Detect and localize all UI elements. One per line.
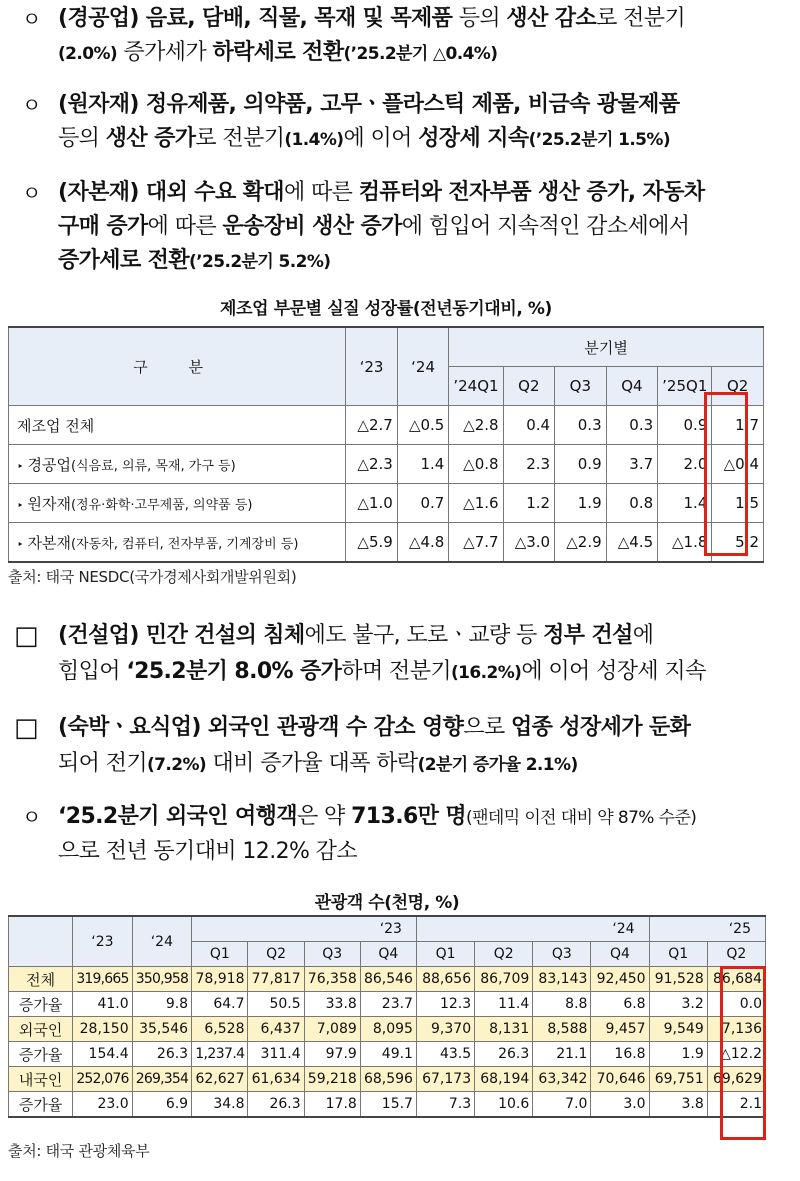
table-cell: 6,528	[192, 1017, 248, 1042]
row-label	[9, 484, 346, 523]
table-cell: △4.8	[397, 523, 449, 563]
text-segment: 에	[632, 623, 654, 648]
table-cell: 21.1	[533, 1042, 591, 1067]
table-row	[9, 484, 764, 523]
circle-bullet-icon: ㅇ	[22, 7, 41, 31]
table-cell: 5.2	[712, 523, 764, 563]
table-cell: △2.8	[449, 406, 503, 445]
table-row	[9, 445, 764, 484]
table2-source: 출처: 태국 관광체육부	[8, 1142, 150, 1160]
text-segment: 증가세가	[117, 40, 213, 65]
header-quarter: Q4	[591, 942, 649, 967]
text-segment: 은 약	[296, 804, 352, 829]
table-cell: 15.7	[360, 1092, 416, 1118]
table-cell: 97.9	[304, 1042, 360, 1067]
text-segment: (건설업) 민간 건설의 침체	[58, 623, 305, 648]
text-segment: 대비 증가율 대폭 하락	[206, 751, 418, 776]
text-segment: (2분기 증가율 2.1%)	[417, 755, 578, 775]
table-row	[9, 1042, 766, 1067]
table1-source: 출처: 태국 NESDC(국가경제사회개발위원회)	[8, 568, 297, 586]
table-cell: 1.9	[649, 1042, 707, 1067]
text-segment: 운송장비 생산 증가	[222, 214, 402, 239]
bullet-line	[22, 2, 685, 36]
table-cell: 86,684	[707, 967, 765, 992]
row-label: 외국인	[9, 1017, 73, 1042]
row-label	[9, 445, 346, 484]
text-segment: 로 전분기	[596, 6, 686, 31]
table-cell: 26.3	[132, 1042, 191, 1067]
text-segment: 에 이어 성장세 지속	[521, 659, 706, 684]
header-quarter: Q2	[707, 942, 765, 967]
table-cell: 311.4	[248, 1042, 304, 1067]
table-cell: 86,709	[475, 967, 533, 992]
table-cell: △1.8	[658, 523, 712, 563]
header-quarter: Q4	[606, 367, 658, 406]
table-cell: 78,918	[192, 967, 248, 992]
table-cell: △2.9	[555, 523, 607, 563]
table-row	[9, 967, 766, 992]
circle-bullet-icon: ㅇ	[22, 805, 41, 829]
table-cell: △2.3	[346, 445, 398, 484]
arrow-bullet-icon: ‣	[17, 537, 24, 551]
text-segment: 으로	[463, 715, 511, 740]
table-cell: 92,450	[591, 967, 649, 992]
table-row	[9, 1092, 766, 1118]
circle-bullet-icon: ㅇ	[22, 93, 41, 117]
table-cell: 70,646	[591, 1067, 649, 1092]
table-cell: 0.7	[397, 484, 449, 523]
text-segment: 힘입어	[58, 659, 127, 684]
bullet-line	[22, 210, 705, 244]
row-label-detail: (정유·화학·고무제품, 의약품 등)	[70, 497, 253, 513]
tourist-count-table	[8, 915, 766, 1118]
text-segment: 에 이어	[343, 126, 419, 151]
table-cell: 91,528	[649, 967, 707, 992]
row-label-text: 제조업 전체	[17, 416, 95, 435]
table-cell: △1.0	[346, 484, 398, 523]
text-segment: 컴퓨터와 전자부품 생산 증가, 자동차	[358, 180, 705, 205]
table-cell: 8,131	[475, 1017, 533, 1042]
text-segment: (2.0%)	[58, 44, 118, 64]
header-quarter: Q1	[416, 942, 474, 967]
table-cell: 7,089	[304, 1017, 360, 1042]
table-cell: 9.8	[132, 992, 191, 1017]
square-bullet-icon: □	[14, 713, 38, 743]
text-segment: 증가세로 전환	[58, 248, 189, 273]
table-cell: 64.7	[192, 992, 248, 1017]
table-cell: 8,588	[533, 1017, 591, 1042]
table-cell: 1.2	[503, 484, 555, 523]
table-cell: 88,656	[416, 967, 474, 992]
text-segment: 713.6만 명	[351, 804, 467, 829]
header-quarter: Q1	[192, 942, 248, 967]
table-cell: 7.0	[533, 1092, 591, 1118]
header-category: 구 분	[9, 327, 346, 406]
table-cell: 9,370	[416, 1017, 474, 1042]
table-cell: 1,237.4	[192, 1042, 248, 1067]
table-cell: 252,076	[73, 1067, 132, 1092]
table-cell: △0.8	[449, 445, 503, 484]
table-cell: 28,150	[73, 1017, 132, 1042]
table-cell: 23.0	[73, 1092, 132, 1118]
square-bullet-icon: □	[14, 621, 38, 651]
bullet-line	[22, 88, 680, 122]
table-cell: 50.5	[248, 992, 304, 1017]
circle-bullet-icon: ㅇ	[22, 181, 41, 205]
text-segment: 에 따른	[283, 180, 359, 205]
text-segment: (’25.2분기 △0.4%)	[343, 44, 498, 64]
row-label-text: 자본재	[27, 533, 71, 552]
text-segment: (7.2%)	[147, 755, 207, 775]
table-cell: 0.9	[555, 445, 607, 484]
text-segment: 로 전분기	[195, 126, 285, 151]
table-cell: △7.7	[449, 523, 503, 563]
table-cell: △1.6	[449, 484, 503, 523]
table-cell: 0.3	[606, 406, 658, 445]
bullet-light-industry	[22, 2, 685, 71]
header-quarter: Q2	[248, 942, 304, 967]
table-cell: 2.3	[503, 445, 555, 484]
table-cell: 77,817	[248, 967, 304, 992]
bullet-raw-materials	[22, 88, 680, 157]
table-cell: 68,596	[360, 1067, 416, 1092]
header-group-25: ‘25	[649, 916, 765, 942]
table-cell: 0.0	[707, 992, 765, 1017]
text-segment: ‘25.2분기 외국인 여행객	[58, 804, 297, 829]
row-label: 내국인	[9, 1067, 73, 1092]
table-cell: 0.8	[606, 484, 658, 523]
header-quarter: ’24Q1	[449, 367, 503, 406]
table-cell: △4.5	[606, 523, 658, 563]
table-cell: 83,143	[533, 967, 591, 992]
table-cell: 1.5	[712, 484, 764, 523]
table-cell: 1.9	[555, 484, 607, 523]
table-cell: 68,194	[475, 1067, 533, 1092]
text-segment: 으로 전년 동기대비 12.2% 감소	[58, 839, 357, 864]
table-cell: △0.5	[397, 406, 449, 445]
text-segment: (자본재) 대외 수요 확대	[58, 180, 284, 205]
bullet-line	[22, 800, 696, 835]
row-label	[9, 523, 346, 563]
table-cell: 86,546	[360, 967, 416, 992]
text-segment: 정부 건설	[543, 623, 633, 648]
manufacturing-growth-table	[8, 326, 764, 563]
text-segment: (’25.2분기 1.5%)	[528, 130, 671, 150]
row-label-detail: (식음료, 의류, 목재, 가구 등)	[70, 458, 236, 474]
text-segment: ‘25.2분기 8.0% 증가	[126, 659, 342, 684]
text-segment: 등의	[452, 6, 507, 31]
header-group-23: ‘23	[192, 916, 417, 942]
table-cell: 35,546	[132, 1017, 191, 1042]
text-segment: 생산 증가	[105, 126, 196, 151]
section-line	[14, 710, 690, 746]
section-line	[14, 654, 706, 691]
bullet-line	[22, 36, 685, 71]
text-segment: 에도 불구, 도로ㆍ교량 등	[304, 623, 544, 648]
header-quarterly: 분기별	[449, 327, 764, 367]
table-row	[9, 1067, 766, 1092]
table-cell: △3.0	[503, 523, 555, 563]
table-row	[9, 1017, 766, 1042]
text-segment: (숙박ㆍ요식업) 외국인 관광객 수 감소 영향	[58, 715, 464, 740]
table-cell: 26.3	[248, 1092, 304, 1118]
row-label: 전체	[9, 967, 73, 992]
table-cell: 10.6	[475, 1092, 533, 1118]
table-cell: 62,627	[192, 1067, 248, 1092]
table-row	[9, 992, 766, 1017]
text-segment: 구매 증가	[58, 214, 148, 239]
table-cell: △0.4	[712, 445, 764, 484]
bullet-line	[22, 122, 680, 157]
table-cell: 76,358	[304, 967, 360, 992]
table-cell: 269,354	[132, 1067, 191, 1092]
header-quarter: Q3	[304, 942, 360, 967]
text-segment: (경공업) 음료, 담배, 직물, 목재 및 목제품	[58, 6, 453, 31]
text-segment: (팬데믹 이전 대비 약 87% 수준)	[466, 808, 697, 828]
text-segment: 등의	[58, 126, 106, 151]
table-cell: △12.2	[707, 1042, 765, 1067]
text-segment: (1.4%)	[284, 130, 344, 150]
header-quarter: Q3	[533, 942, 591, 967]
header-quarter: ’25Q1	[658, 367, 712, 406]
table-cell: 350,958	[132, 967, 191, 992]
row-label: 증가율	[9, 1042, 73, 1067]
table-cell: 49.1	[360, 1042, 416, 1067]
table-cell: 0.4	[503, 406, 555, 445]
table-row	[9, 523, 764, 563]
table-cell: 154.4	[73, 1042, 132, 1067]
table-cell: 61,634	[248, 1067, 304, 1092]
table-cell: 41.0	[73, 992, 132, 1017]
table-cell: 1.4	[658, 484, 712, 523]
text-segment: (’25.2분기 5.2%)	[188, 252, 331, 272]
table-cell: 0.3	[555, 406, 607, 445]
text-segment: (16.2%)	[451, 663, 522, 683]
header-quarter: Q1	[649, 942, 707, 967]
table-cell: 3.7	[606, 445, 658, 484]
row-label	[9, 406, 346, 445]
table-cell: 6.9	[132, 1092, 191, 1118]
bullet-capital-goods	[22, 176, 705, 279]
row-label: 증가율	[9, 992, 73, 1017]
table-cell: 7.3	[416, 1092, 474, 1118]
text-segment: 생산 감소	[506, 6, 597, 31]
table-cell: 1.4	[397, 445, 449, 484]
table-cell: 8.8	[533, 992, 591, 1017]
table-cell: 69,751	[649, 1067, 707, 1092]
table-cell: 26.3	[475, 1042, 533, 1067]
header-empty	[9, 916, 73, 967]
table-cell: 6.8	[591, 992, 649, 1017]
table2-caption: 관광객 수(천명, %)	[314, 893, 460, 913]
table-row	[9, 406, 764, 445]
header-year-23: ‘23	[73, 916, 132, 967]
table-cell: 11.4	[475, 992, 533, 1017]
table-cell: 17.8	[304, 1092, 360, 1118]
header-group-24: ‘24	[416, 916, 649, 942]
table-cell: 16.8	[591, 1042, 649, 1067]
bullet-line	[22, 835, 696, 869]
text-segment: 하락세로 전환	[212, 40, 344, 65]
table-cell: 3.8	[649, 1092, 707, 1118]
row-label-text: 원자재	[27, 494, 71, 513]
header-quarter: Q2	[503, 367, 555, 406]
bullet-line	[22, 176, 705, 210]
text-segment: 하며 전분기	[341, 659, 451, 684]
table-cell: △5.9	[346, 523, 398, 563]
table-cell: 34.8	[192, 1092, 248, 1118]
table-cell: 59,218	[304, 1067, 360, 1092]
table1-caption: 제조업 부문별 실질 성장률(전년동기대비, %)	[220, 299, 552, 319]
header-quarter: Q3	[555, 367, 607, 406]
text-segment: 성장세 지속	[418, 126, 529, 151]
table-cell: 2.0	[658, 445, 712, 484]
row-label-detail: (자동차, 컴퓨터, 전자부품, 기계장비 등)	[70, 536, 299, 552]
text-segment: 업종 성장세가 둔화	[511, 715, 691, 740]
arrow-bullet-icon: ‣	[17, 498, 24, 512]
section-line	[14, 618, 706, 654]
section-hospitality	[14, 710, 690, 783]
header-quarter: Q2	[712, 367, 764, 406]
text-segment: 에 힘입어 지속적인 감소세에서	[401, 214, 690, 239]
table-cell: 7,136	[707, 1017, 765, 1042]
table-cell: 63,342	[533, 1067, 591, 1092]
arrow-bullet-icon: ‣	[17, 459, 24, 473]
table-cell: △2.7	[346, 406, 398, 445]
table-cell: 43.5	[416, 1042, 474, 1067]
row-label: 증가율	[9, 1092, 73, 1118]
header-year-24: ‘24	[397, 327, 449, 406]
text-segment: (원자재) 정유제품, 의약품, 고무ㆍ플라스틱 제품, 비금속 광물제품	[58, 92, 680, 117]
header-year-23: ‘23	[346, 327, 398, 406]
table-cell: 33.8	[304, 992, 360, 1017]
table-cell: 69,629	[707, 1067, 765, 1092]
table-cell: 2.1	[707, 1092, 765, 1118]
section-line	[14, 746, 690, 783]
table-cell: 12.3	[416, 992, 474, 1017]
table-cell: 3.0	[591, 1092, 649, 1118]
table-cell: 9,457	[591, 1017, 649, 1042]
section-construction	[14, 618, 706, 691]
bullet-line	[22, 244, 705, 279]
text-segment: 에 따른	[147, 214, 223, 239]
header-year-24: ‘24	[132, 916, 191, 967]
table-cell: 319,665	[73, 967, 132, 992]
table-cell: 9,549	[649, 1017, 707, 1042]
table-cell: 6,437	[248, 1017, 304, 1042]
bullet-foreign-tourists	[22, 800, 696, 869]
table-cell: 8,095	[360, 1017, 416, 1042]
row-label-text: 경공업	[27, 455, 71, 474]
table-cell: 0.9	[658, 406, 712, 445]
table-cell: 1.7	[712, 406, 764, 445]
table-cell: 23.7	[360, 992, 416, 1017]
table-cell: 3.2	[649, 992, 707, 1017]
table-cell: 67,173	[416, 1067, 474, 1092]
header-quarter: Q4	[360, 942, 416, 967]
text-segment: 되어 전기	[58, 751, 148, 776]
header-quarter: Q2	[475, 942, 533, 967]
